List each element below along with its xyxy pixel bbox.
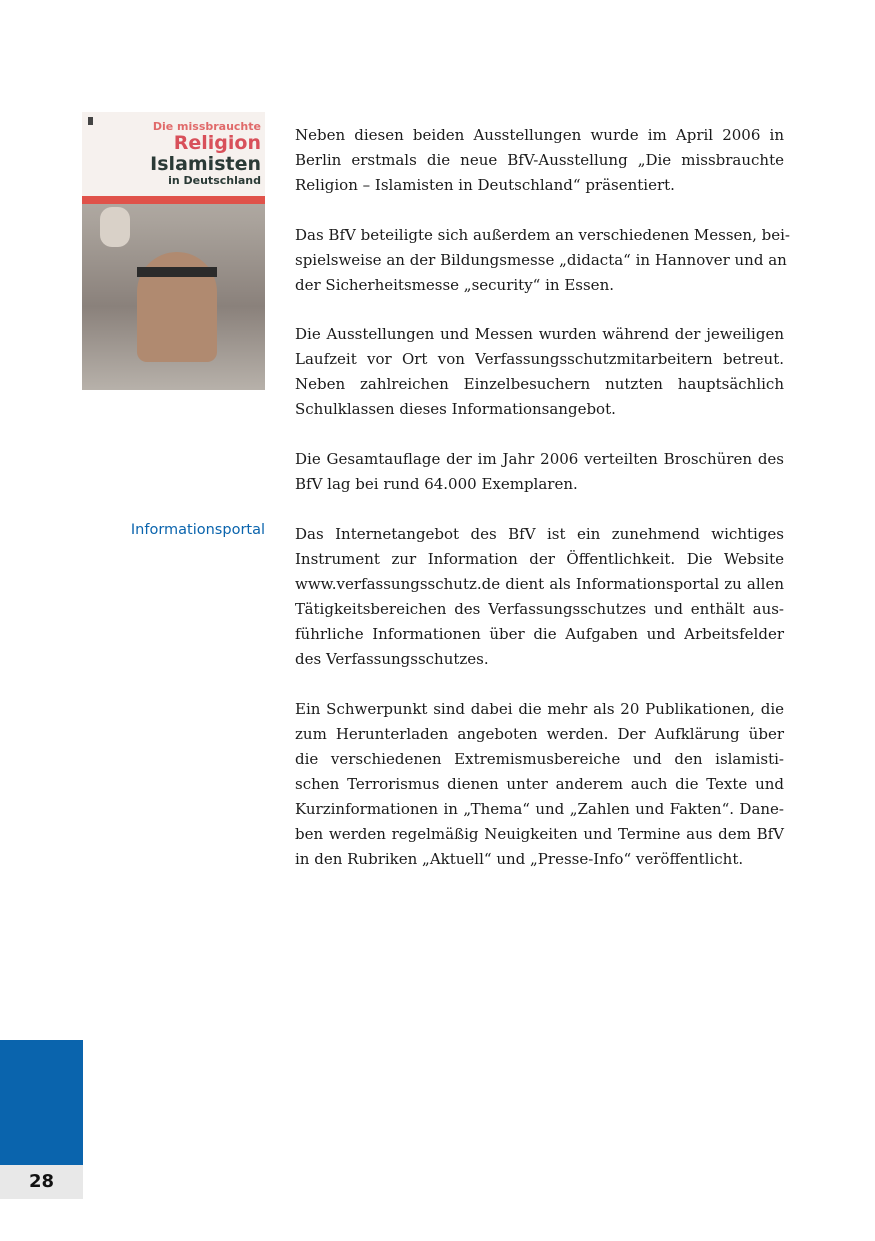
- text-line: www.verfassungsschutz.de dient als Informationsportal zu allen: [295, 575, 784, 593]
- page-number: 28: [0, 1165, 83, 1199]
- cover-photo-fist: [100, 207, 130, 247]
- text-line: BfV lag bei rund 64.000 Exemplaren.: [295, 475, 578, 493]
- text-line: des Verfassungsschutzes.: [295, 650, 489, 668]
- text-line: Ein Schwerpunkt sind dabei die mehr als 20 Publikationen, die: [295, 700, 784, 718]
- text-line: Das BfV beteiligte sich außerdem an verschiedenen Messen, bei-: [295, 226, 790, 244]
- text-line: Kurzinformationen in „Thema“ und „Zahlen und Fakten“. Dane-: [295, 800, 784, 818]
- federal-eagle-icon: [88, 117, 93, 125]
- text-line: führliche Informationen über die Aufgaben und Arbeitsfelder: [295, 625, 784, 643]
- margin-heading: Informationsportal: [130, 522, 265, 538]
- text-line: Laufzeit vor Ort von Verfassungsschutzmitarbeitern betreut.: [295, 350, 784, 368]
- brochure-cover-image: [82, 112, 265, 390]
- text-line: zum Herunterladen angeboten werden. Der Aufklärung über: [295, 725, 784, 743]
- page-accent-bar: [0, 1040, 83, 1165]
- text-line: Instrument zur Information der Öffentlichkeit. Die Website: [295, 550, 784, 568]
- text-line: Religion – Islamisten in Deutschland“ präsentiert.: [295, 176, 675, 194]
- paragraph: [295, 223, 790, 298]
- text-line: Neben diesen beiden Ausstellungen wurde im April 2006 in: [295, 126, 784, 144]
- text-line: Neben zahlreichen Einzelbesuchern nutzten hauptsächlich: [295, 375, 784, 393]
- cover-title-line: Islamisten: [150, 153, 261, 175]
- text-line: ben werden regelmäßig Neuigkeiten und Termine aus dem BfV: [295, 825, 784, 843]
- paragraph: [295, 697, 784, 872]
- text-line: die verschiedenen Extremismusbereiche und den islamisti-: [295, 750, 784, 768]
- paragraph: [295, 447, 784, 497]
- text-line: der Sicherheitsmesse „security“ in Essen.: [295, 276, 614, 294]
- text-line: schen Terrorismus dienen unter anderem auch die Texte und: [295, 775, 784, 793]
- cover-title-line: in Deutschland: [168, 174, 261, 187]
- paragraph: [295, 123, 784, 198]
- text-line: Tätigkeitsbereichen des Verfassungsschutzes und enthält aus-: [295, 600, 784, 618]
- text-line: Das Internetangebot des BfV ist ein zunehmend wichtiges: [295, 525, 784, 543]
- paragraph: [295, 522, 784, 672]
- text-line: Schulklassen dieses Informationsangebot.: [295, 400, 616, 418]
- paragraph: [295, 322, 784, 422]
- cover-red-band: [82, 196, 265, 204]
- cover-photo-headband: [137, 267, 217, 277]
- text-line: Berlin erstmals die neue BfV-Ausstellung „Die missbrauchte: [295, 151, 784, 169]
- cover-title-line: Die missbrauchte: [152, 120, 261, 133]
- text-line: spielsweise an der Bildungsmesse „didacta“ in Hannover und an: [295, 251, 787, 269]
- text-line: in den Rubriken „Aktuell“ und „Presse-Info“ veröffentlicht.: [295, 850, 744, 868]
- cover-title-line: Religion: [173, 132, 261, 154]
- text-line: Die Gesamtauflage der im Jahr 2006 verteilten Broschüren des: [295, 450, 784, 468]
- text-line: Die Ausstellungen und Messen wurden während der jeweiligen: [295, 325, 784, 343]
